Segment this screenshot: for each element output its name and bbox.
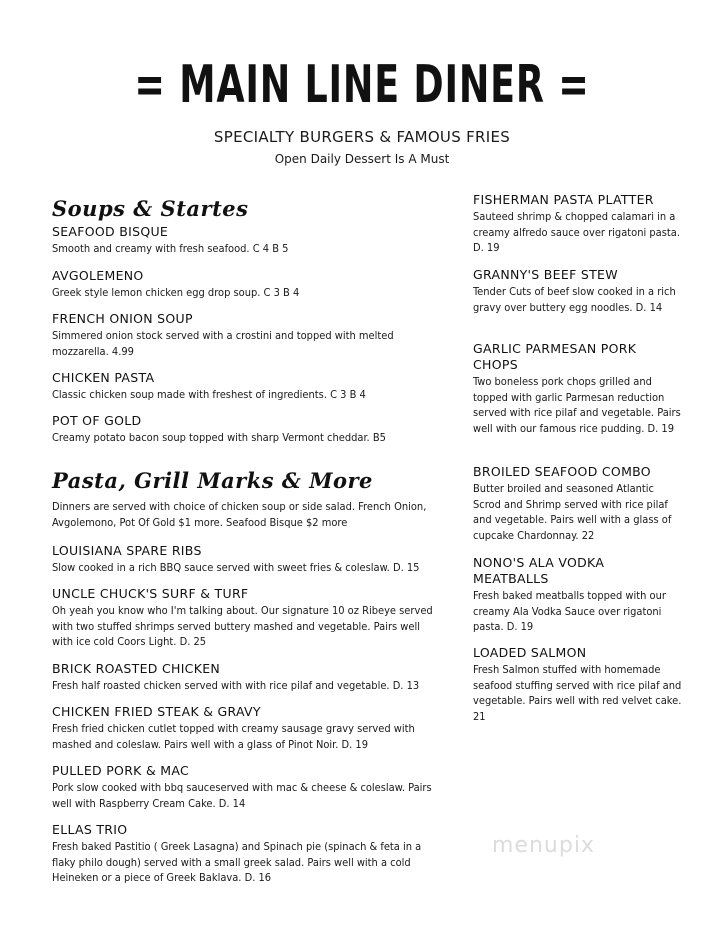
- menu-item-desc: Slow cooked in a rich BBQ sauce served with sweet fries & coleslaw. D. 15: [52, 561, 420, 574]
- menu-item-desc: Fresh baked meatballs topped with our creamy Ala Vodka Sauce over rigatoni pasta. D. 19: [473, 589, 666, 633]
- menu-item-desc: Greek style lemon chicken egg drop soup. C 3 B 4: [52, 286, 300, 299]
- menu-item: [52, 224, 444, 257]
- menu-item-desc: Sauteed shrimp & chopped calamari in a creamy alfredo sauce over rigatoni pasta. D. 19: [473, 210, 680, 254]
- menu-item-desc: Fresh half roasted chicken served with with rice pilaf and vegetable. D. 13: [52, 679, 420, 692]
- menu-item: [52, 763, 444, 811]
- watermark: menupix: [492, 833, 595, 858]
- menu-item: [473, 341, 683, 436]
- menu-item: [473, 267, 683, 315]
- menu-item: [52, 586, 444, 650]
- menu-item: [473, 555, 683, 635]
- menu-item: [52, 543, 444, 576]
- menu-item: [52, 413, 444, 446]
- restaurant-title: = MAIN LINE DINER =: [134, 55, 590, 115]
- menu-item-name: FRENCH ONION SOUP: [52, 311, 193, 326]
- menu-item-desc: Butter broiled and seasoned Atlantic Scrod and Shrimp served with rice pilaf and vegetable. Pairs well with a glass of cupcake Chardonnay. 22: [473, 482, 672, 542]
- restaurant-tagline: Open Daily Dessert Is A Must: [274, 152, 450, 166]
- menu-item-name: AVGOLEMENO: [52, 268, 144, 283]
- menu-item-name: GRANNY'S BEEF STEW: [473, 267, 618, 282]
- menu-item-desc: Pork slow cooked with bbq sauceserved with mac & cheese & coleslaw. Pairs well with Raspberry Cream Cake. D. 14: [52, 781, 432, 810]
- menu-item: [473, 464, 683, 543]
- menu-item-name: LOADED SALMON: [473, 645, 587, 660]
- menu-item: [473, 192, 683, 256]
- menu-item-desc: Smooth and creamy with fresh seafood. C 4 B 5: [52, 242, 289, 255]
- menu-item-name: SEAFOOD BISQUE: [52, 224, 169, 239]
- menu-item: [52, 370, 444, 403]
- menu-item-desc: Two boneless pork chops grilled and topped with garlic Parmesan reduction served with rice pilaf and vegetable. Pairs well with our famous rice pudding. D. 19: [473, 375, 681, 435]
- menu-item-name: CHICKEN PASTA: [52, 370, 155, 385]
- menu-item-name: CHICKEN FRIED STEAK & GRAVY: [52, 704, 261, 719]
- menu-item-name: BROILED SEAFOOD COMBO: [473, 464, 651, 479]
- menu-item: [52, 268, 444, 301]
- menu-item-name: POT OF GOLD: [52, 413, 142, 428]
- menu-item-desc: Classic chicken soup made with freshest of ingredients. C 3 B 4: [52, 388, 366, 401]
- menu-item: [52, 704, 444, 752]
- menu-item-desc: Tender Cuts of beef slow cooked in a rich gravy over buttery egg noodles. D. 14: [473, 285, 676, 314]
- menu-item: [52, 311, 444, 359]
- menu-item-name: NONO'S ALA VODKA MEATBALLS: [473, 555, 605, 586]
- menu-item-name: BRICK ROASTED CHICKEN: [52, 661, 221, 676]
- menu-item: [52, 822, 444, 886]
- menu-item-desc: Oh yeah you know who I'm talking about. Our signature 10 oz Ribeye served with two stuffed shrimps served buttery mashed and vegetable. Pairs well with ice cold Coors Light. D. 25: [52, 604, 433, 648]
- menu-item-desc: Simmered onion stock served with a crostini and topped with melted mozzarella. 4.99: [52, 329, 394, 358]
- menu-item: [473, 645, 683, 724]
- section-heading-soups: Soups & Startes: [52, 196, 249, 221]
- menu-item-name: ELLAS TRIO: [52, 822, 128, 837]
- menu-item-name: FISHERMAN PASTA PLATTER: [473, 192, 654, 207]
- menu-item-desc: Fresh Salmon stuffed with homemade seafood stuffing served with rice pilaf and vegetable. Pairs well with red velvet cake. 21: [473, 663, 682, 723]
- section-heading-pasta: Pasta, Grill Marks & More: [52, 468, 373, 493]
- menu-item-name: GARLIC PARMESAN PORK CHOPS: [473, 341, 637, 372]
- menu-item-desc: Creamy potato bacon soup topped with sharp Vermont cheddar. B5: [52, 431, 386, 444]
- menu-item-desc: Fresh baked Pastitio ( Greek Lasagna) and Spinach pie (spinach & feta in a flaky philo dough) served with a small greek salad. Pairs well with a cold Heineken or a piece of Greek Baklava. D. 16: [52, 840, 422, 884]
- menu-item: [52, 661, 444, 694]
- menu-item-name: PULLED PORK & MAC: [52, 763, 190, 778]
- restaurant-subtitle: SPECIALTY BURGERS & FAMOUS FRIES: [213, 128, 511, 146]
- menu-item-name: LOUISIANA SPARE RIBS: [52, 543, 202, 558]
- menu-item-name: UNCLE CHUCK'S SURF & TURF: [52, 586, 249, 601]
- menu-item-desc: Fresh fried chicken cutlet topped with creamy sausage gravy served with mashed and coleslaw. Pairs well with a glass of Pinot Noir. D. 19: [52, 722, 415, 751]
- dinner-note: Dinners are served with choice of chicken soup or side salad. French Onion, Avgolemono, Pot Of Gold $1 more. Seafood Bisque $2 more: [52, 500, 427, 529]
